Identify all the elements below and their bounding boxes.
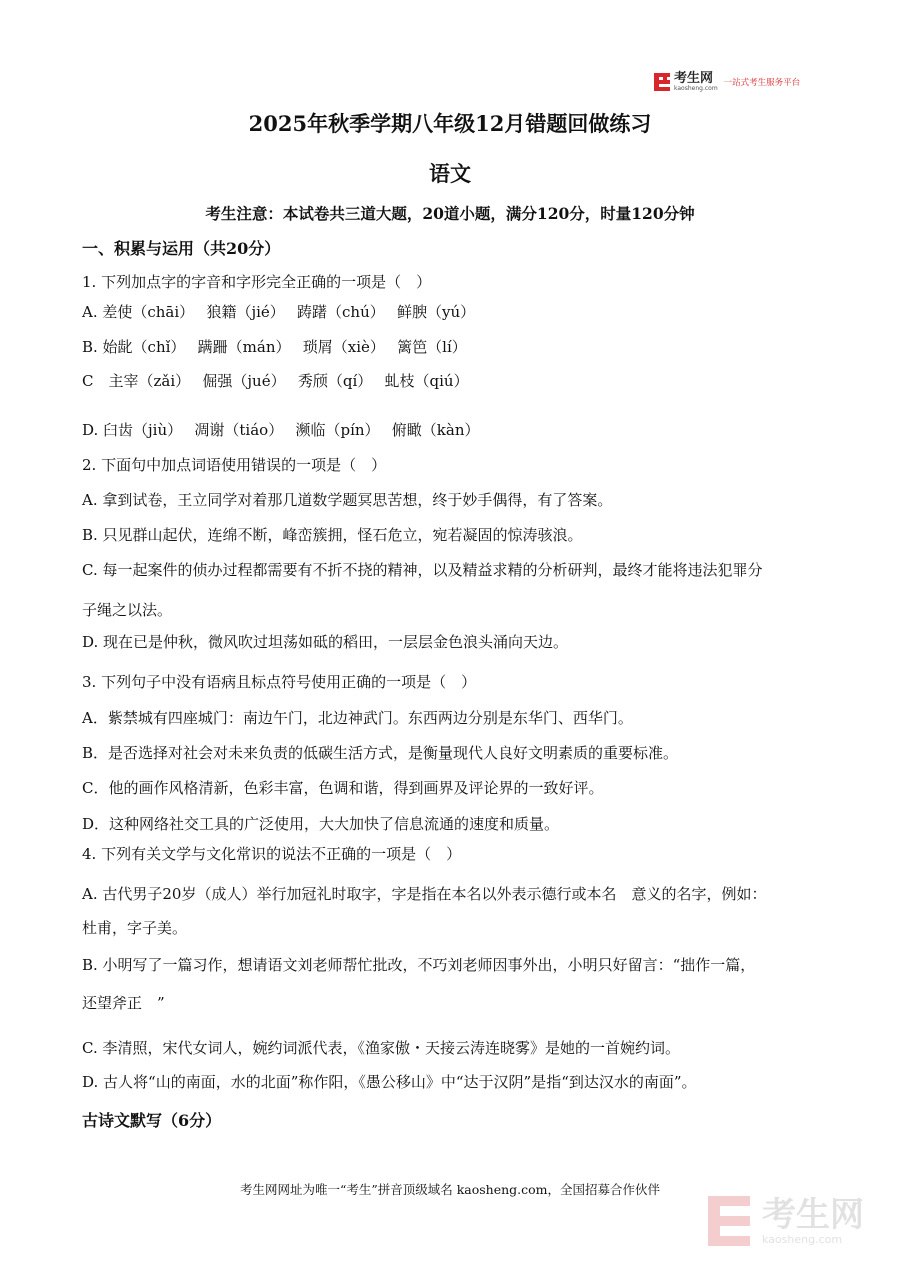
watermark-logo-icon [708, 1196, 754, 1246]
option-d: D．这种网络社交工具的广泛使用，大大加快了信息流通的速度和质量。 [82, 815, 560, 833]
watermark [708, 1196, 864, 1246]
page-footer: 考生网网址为唯一“考生”拼音顶级域名 kaosheng.com，全国招募合作伙伴 [239, 1182, 661, 1197]
question-stem: 3. 下列句子中没有语病且标点符号使用正确的一项是（ ） [82, 673, 477, 691]
option-c: C. 每一起案件的侦办过程都需要有不折不挠的精神，以及精益求精的分析研判，最终才能将违法犯罪分 [82, 561, 763, 579]
option-a: A．紫禁城有四座城门：南边午门，北边神武门。东西两边分别是东华门、西华门。 [82, 709, 633, 727]
section-heading: 一、积累与运用（共20分） [82, 239, 281, 258]
option-b-continued: 还望斧正 ” [82, 994, 165, 1012]
sub-section-heading: 古诗文默写（6分） [82, 1111, 222, 1130]
option-d: D. 臼齿（jiù） 凋谢（tiáo） 濒临（pín） 俯瞰（kàn） [82, 421, 480, 439]
watermark-name: 考生网 [762, 1195, 864, 1235]
exam-notice: 考生注意：本试卷共三道大题，20道小题，满分120分，时量120分钟 [205, 204, 695, 223]
option-b: B. 只见群山起伏，连绵不断，峰峦簇拥，怪石危立，宛若凝固的惊涛骇浪。 [82, 526, 583, 544]
option-b: B．是否选择对社会对未来负责的低碳生活方式，是衡量现代人良好文明素质的重要标准。 [82, 744, 679, 762]
brand-domain: kaosheng.com [674, 84, 718, 92]
brand-text [674, 70, 718, 92]
option-b: B. 始龀（chǐ） 蹒跚（mán） 琐屑（xiè） 篱笆（lí） [82, 338, 467, 356]
option-a: A. 拿到试卷，王立同学对着那几道数学题冥思苦想，终于妙手偶得，有了答案。 [82, 491, 613, 509]
option-c-continued: 子绳之以法。 [82, 601, 173, 619]
brand-slogan: 一站式考生服务平台 [723, 78, 801, 88]
brand-logo-icon [654, 73, 670, 91]
option-a: A. 差使（chāi） 狼籍（jié） 踌躇（chú） 鲜腴（yú） [82, 303, 476, 321]
option-c: C 主宰（zǎi） 倔强（jué） 秀颀（qí） 虬枝（qiú） [82, 372, 469, 390]
brand-name: 考生网 [674, 70, 714, 86]
option-d: D. 古人将“山的南面，水的北面”称作阳，《愚公移山》中“达于汉阴”是指“到达汉水的南面”。 [82, 1073, 697, 1091]
brand-logo[interactable] [654, 70, 800, 94]
option-a: A. 古代男子20岁（成人）举行加冠礼时取字，字是指在本名以外表示德行或本名 意义的名字，例如： [82, 885, 767, 903]
option-c: C. 李清照，宋代女词人，婉约词派代表，《渔家傲・天接云涛连晓雾》是她的一首婉约词。 [82, 1039, 680, 1057]
subject-title: 语文 [429, 161, 471, 186]
watermark-domain: kaosheng.com [762, 1233, 843, 1246]
option-a-continued: 杜甫，字子美。 [82, 919, 188, 937]
question-stem: 4. 下列有关文学与文化常识的说法不正确的一项是（ ） [82, 845, 462, 863]
question-stem: 1. 下列加点字的字音和字形完全正确的一项是（ ） [82, 273, 432, 291]
exam-title: 2025年秋季学期八年级12月错题回做练习 [248, 111, 652, 136]
option-b: B. 小明写了一篇习作，想请语文刘老师帮忙批改，不巧刘老师因事外出，小明只好留言：“拙作一篇， [82, 956, 756, 974]
option-d: D. 现在已是仲秋，微风吹过坦荡如砥的稻田，一层层金色浪头涌向天边。 [82, 633, 569, 651]
option-c: C．他的画作风格清新，色彩丰富，色调和谐，得到画界及评论界的一致好评。 [82, 779, 604, 797]
question-stem: 2. 下面句中加点词语使用错误的一项是（ ） [82, 456, 387, 474]
